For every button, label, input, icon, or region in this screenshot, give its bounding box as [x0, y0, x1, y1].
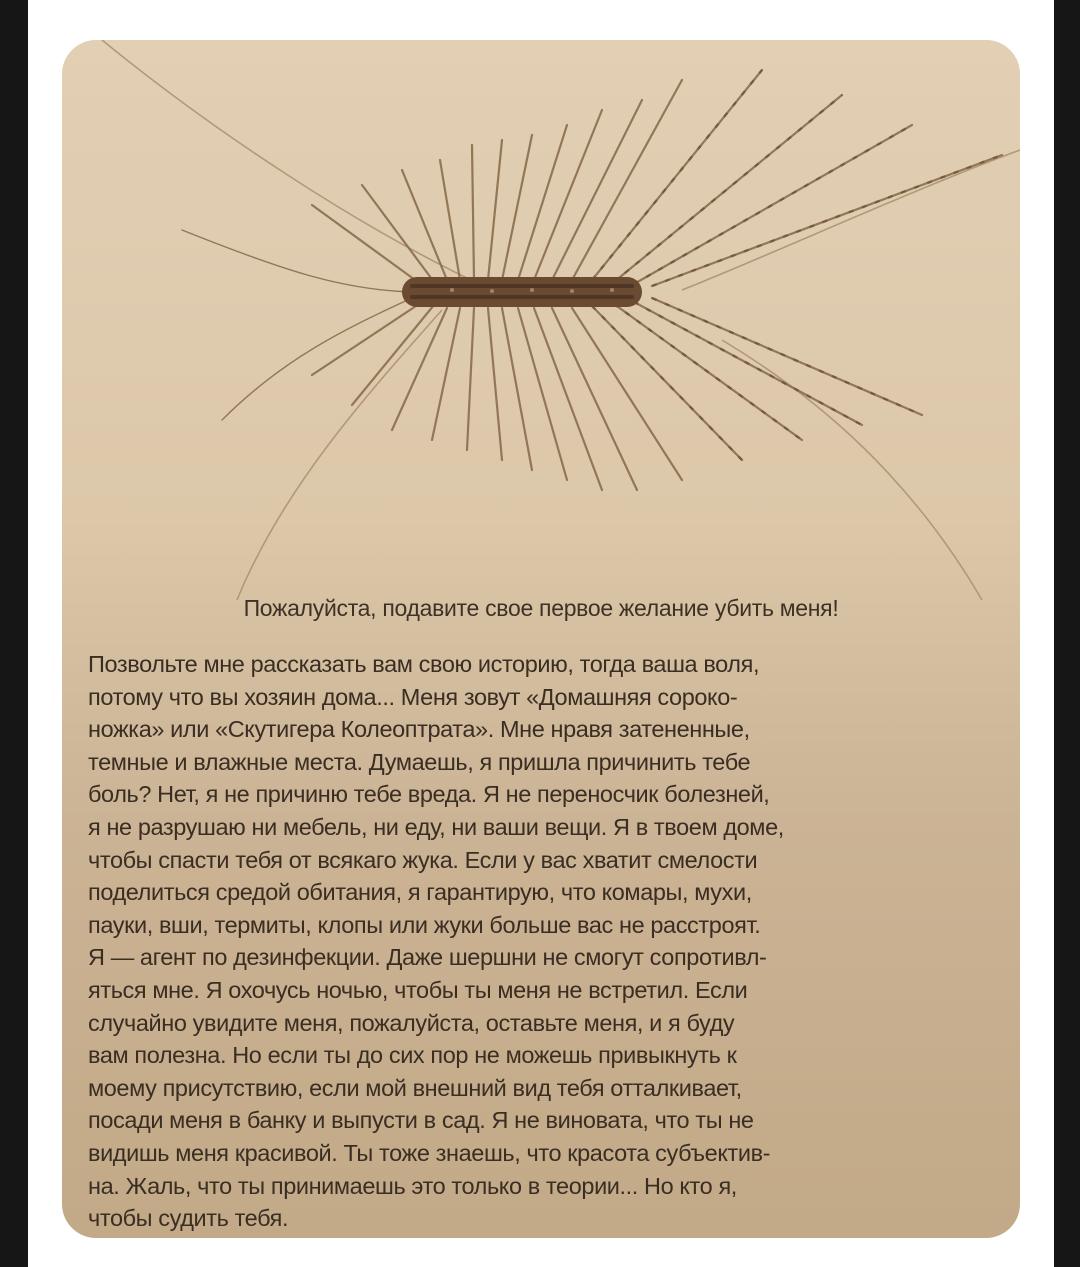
text-line: пауки, вши, термиты, клопы или жуки больше вас не расстроят.: [88, 911, 761, 938]
post-card: [62, 40, 1020, 1238]
story-text: [88, 648, 998, 1235]
centipede-photo-icon: [62, 40, 1020, 600]
text-line: я не разрушаю ни мебель, ни еду, ни ваши вещи. Я в твоем доме,: [88, 813, 784, 840]
text-line: моему присутствию, если мой внешний вид тебя отталкивает,: [88, 1074, 742, 1101]
text-line: потому что вы хозяин дома... Меня зовут «Домашняя сороко-: [88, 683, 738, 710]
text-line: вам полезна. Но если ты до сих пор не можешь привыкнуть к: [88, 1042, 737, 1069]
text-line: случайно увидите меня, пожалуйста, оставьте меня, и я буду: [88, 1009, 735, 1036]
right-frame-bar: [1054, 0, 1080, 1267]
text-line: яться мне. Я охочусь ночью, чтобы ты меня не встретил. Если: [88, 976, 748, 1003]
text-line: ножка» или «Скутигера Колеоптрата». Мне нравя затененные,: [88, 716, 750, 743]
text-line: поделиться средой обитания, я гарантирую, что комары, мухи,: [88, 879, 752, 906]
text-line: Позвольте мне рассказать вам свою историю, тогда ваша воля,: [88, 651, 760, 677]
left-frame-bar: [0, 0, 28, 1267]
headline: Пожалуйста, подавите свое первое желание убить меня!: [243, 595, 839, 621]
text-line: чтобы судить тебя.: [88, 1205, 289, 1232]
text-line: Я — агент по дезинфекции. Даже шершни не смогут сопротивл-: [88, 944, 767, 971]
text-line: боль? Нет, я не причиню тебе вреда. Я не переносчик болезней,: [88, 781, 770, 808]
caption-block: [62, 585, 1020, 1235]
text-line: посади меня в банку и выпусти в сад. Я не виновата, что ты не: [88, 1107, 754, 1134]
text-line: на. Жаль, что ты принимаешь это только в теории... Но кто я,: [88, 1172, 737, 1199]
text-line: чтобы спасти тебя от всякаго жука. Если у вас хватит смелости: [88, 846, 758, 873]
text-line: видишь меня красивой. Ты тоже знаешь, что красота субъектив-: [88, 1139, 771, 1166]
text-line: темные и влажные места. Думаешь, я пришла причинить тебе: [88, 748, 751, 775]
